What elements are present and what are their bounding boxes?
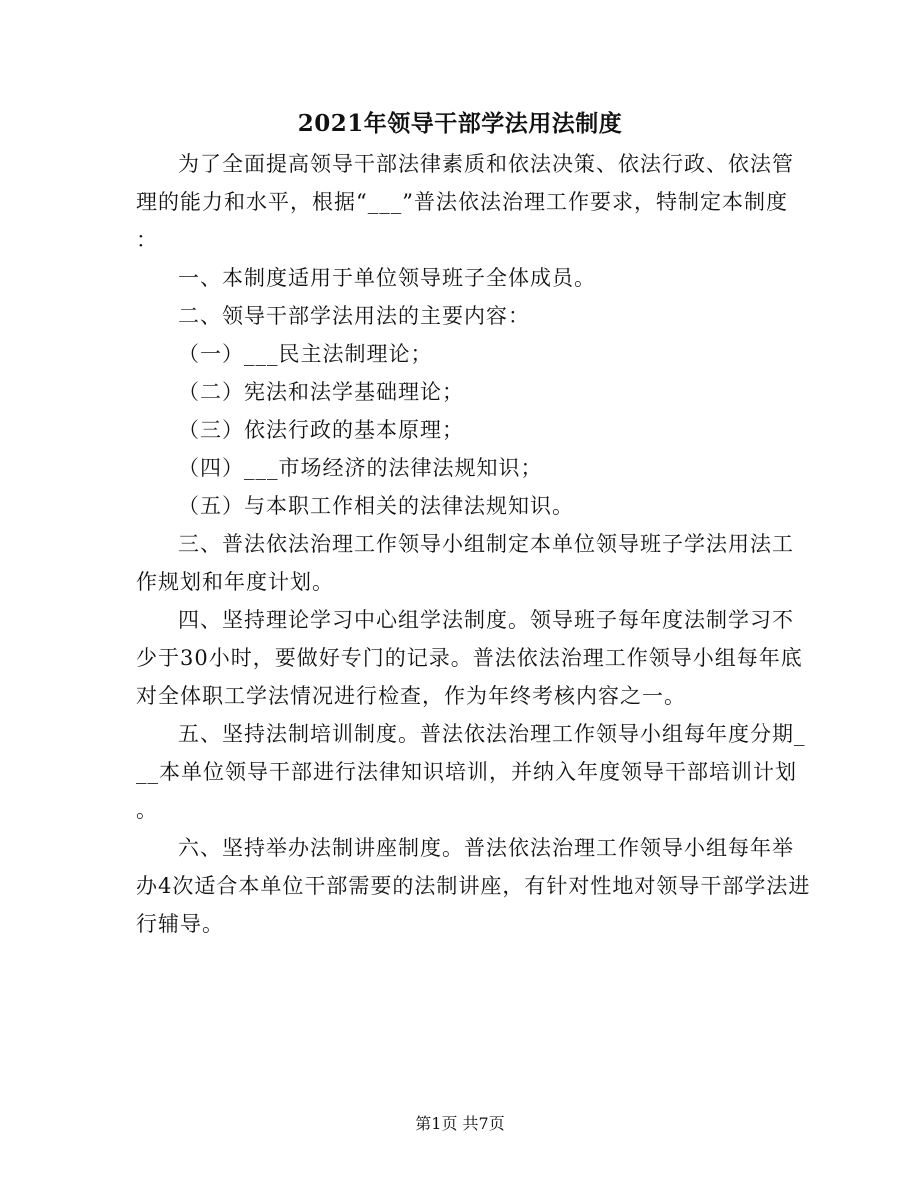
- paragraph-line: ：: [136, 228, 158, 252]
- paragraph-intro: [136, 145, 794, 259]
- document-title: 2021年领导干部学法用法制度: [297, 110, 623, 137]
- paragraph-line: 少于30小时，要做好专门的记录。普法依法治理工作领导小组每年底: [136, 646, 803, 670]
- page-number-footer: 第1页 共7页: [415, 1114, 505, 1133]
- list-item: [136, 373, 786, 411]
- paragraph-line: （一）___民主法制理论；: [178, 342, 433, 366]
- list-item: [136, 449, 786, 487]
- list-item: [136, 487, 786, 525]
- paragraph-line: 为了全面提高领导干部法律素质和依法决策、依法行政、依法管: [178, 152, 794, 176]
- document-body: [136, 145, 811, 943]
- paragraph-line: 一、本制度适用于单位领导班子全体成员。: [178, 266, 596, 290]
- paragraph-line: 行辅导。: [136, 912, 224, 936]
- paragraph-line: 四、坚持理论学习中心组学法制度。领导班子每年度法制学习不: [178, 608, 794, 632]
- paragraph-line: 理的能力和水平，根据“___”普法依法治理工作要求，特制定本制度: [136, 190, 788, 214]
- paragraph-line: （五）与本职工作相关的法律法规知识。: [178, 494, 574, 518]
- paragraph-line: 办4次适合本单位干部需要的法制讲座，有针对性地对领导干部学法进: [136, 874, 811, 898]
- paragraph-line: 五、坚持法制培训制度。普法依法治理工作领导小组每年度分期_: [178, 722, 806, 746]
- list-item: [136, 411, 786, 449]
- paragraph-study-system: [136, 601, 803, 715]
- paragraph-line: 二、领导干部学法用法的主要内容：: [178, 304, 530, 328]
- paragraph-line: 作规划和年度计划。: [136, 570, 334, 594]
- paragraph-line: 。: [136, 798, 158, 822]
- paragraph-lecture-system: [136, 829, 811, 943]
- paragraph-content-heading: [136, 297, 786, 335]
- paragraph-planning: [136, 525, 794, 601]
- paragraph-line: 三、普法依法治理工作领导小组制定本单位领导班子学法用法工: [178, 532, 794, 556]
- paragraph-line: __本单位领导干部进行法律知识培训，并纳入年度领导干部培训计划: [136, 760, 797, 784]
- paragraph-line: （二）宪法和法学基础理论；: [178, 380, 464, 404]
- paragraph-training-system: [136, 715, 806, 829]
- list-item: [136, 335, 786, 373]
- paragraph-line: （四）___市场经济的法律法规知识；: [178, 456, 543, 480]
- paragraph-line: （三）依法行政的基本原理；: [178, 418, 464, 442]
- paragraph-line: 对全体职工学法情况进行检查，作为年终考核内容之一。: [136, 684, 686, 708]
- paragraph-scope: [136, 259, 786, 297]
- paragraph-line: 六、坚持举办法制讲座制度。普法依法治理工作领导小组每年举: [178, 836, 794, 860]
